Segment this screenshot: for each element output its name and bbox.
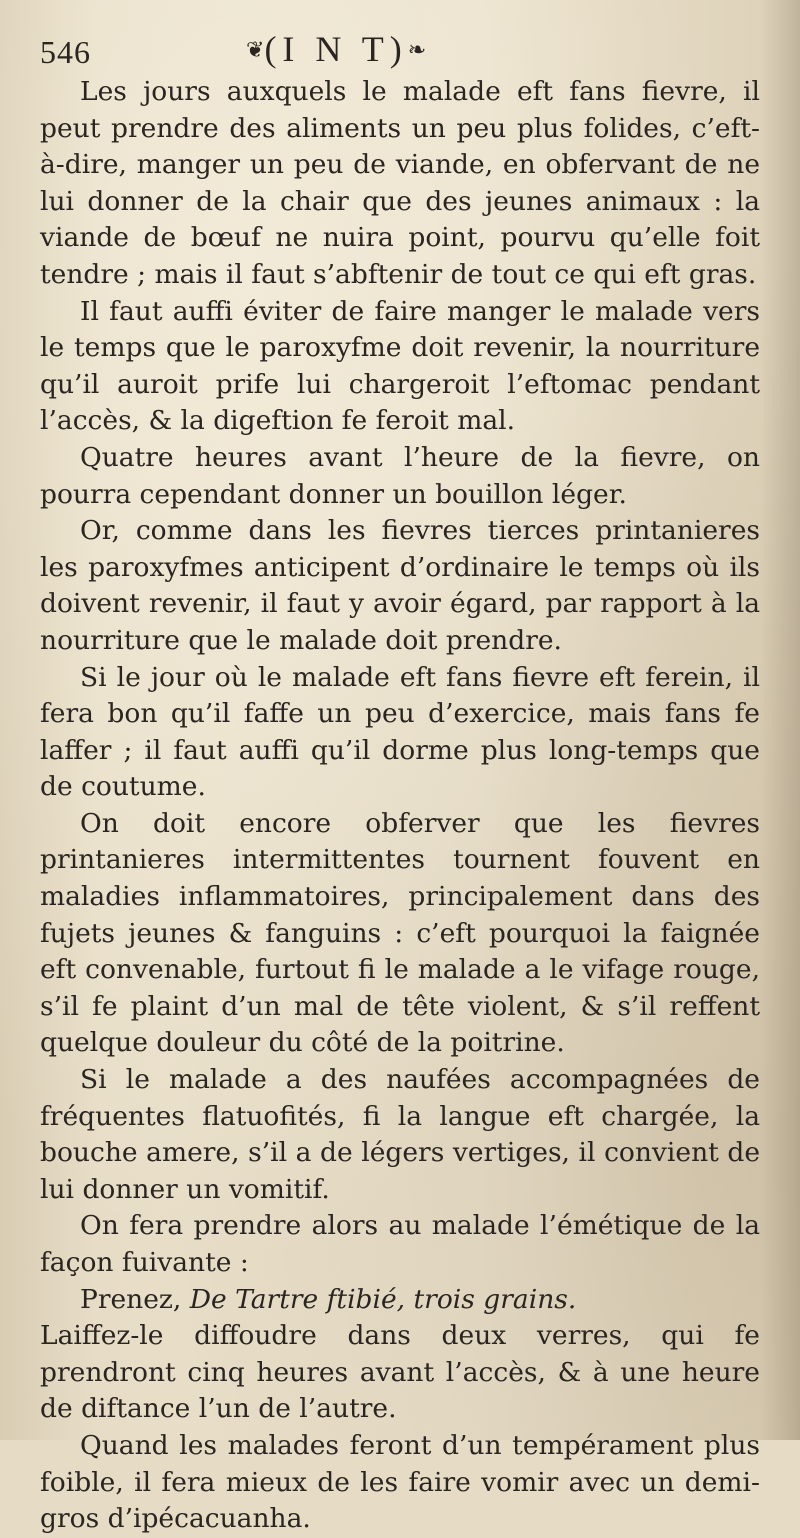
paragraph: Si le jour où le malade eft fans fievre eft ferein, il fera bon qu’il faffe un peu d’exercice, mais fans fe laffer ; il faut auffi qu’il dorme plus long-temps que de coutume.: [40, 661, 760, 803]
recipe-line: [40, 1282, 760, 1319]
paragraph: Quatre heures avant l’heure de la fievre, on pourra cependant donner un bouillon léger.: [40, 441, 760, 510]
paragraph: Or, comme dans les fievres tierces printanieres les paroxyfmes anticipent d’ordinaire le temps où ils doivent revenir, il faut y avoir égard, par rapport à la nourriture que le malade doit prendre.: [40, 515, 760, 656]
running-head: [246, 28, 426, 70]
recipe-ingredient: De Tartre ftibié, trois grains.: [189, 1283, 577, 1315]
body-text: [40, 74, 760, 1538]
page-edge-shadow: [760, 0, 800, 1440]
paragraph: On fera prendre alors au malade l’émétique de la façon fuivante :: [40, 1210, 760, 1278]
page-header: [40, 28, 760, 72]
paragraph: Quand les malades feront d’un tempérament plus foible, il fera mieux de les faire vomir avec un demi-gros d’ipécacuanha.: [40, 1429, 760, 1535]
paragraph: On doit encore obferver que les fievres printanieres intermittentes tournent fouvent en maladies inflammatoires, principalement dans des fujets jeunes & fanguins : c’eft pourquoi la faignée eft convenable, furtout fi le malade a le vifage rouge, s’il fe plaint d’un mal de tête violent, & s’il reffent quelque douleur du côté de la poitrine.: [40, 807, 760, 1059]
ornament-left-icon: ❦: [246, 37, 265, 62]
paragraph: Laiffez-le diffoudre dans deux verres, qui fe prendront cinq heures avant l’accès, & à une heure de diftance l’un de l’autre.: [40, 1320, 760, 1425]
running-title: (I N T): [264, 29, 408, 69]
paragraph: Il faut auffi éviter de faire manger le malade vers le temps que le paroxyfme doit revenir, la nourriture qu’il auroit prife lui chargeroit l’eftomac pendant l’accès, & la digeftion fe feroit mal.: [40, 295, 760, 437]
page-number: 546: [40, 34, 91, 70]
ornament-right-icon: ❧: [407, 37, 427, 62]
recipe-prenez: Prenez,: [80, 1283, 182, 1315]
paragraph: Si le malade a des naufées accompagnées de fréquentes flatuofités, fi la langue eft chargée, la bouche amere, s’il a de légers vertiges, il convient de lui donner un vomitif.: [40, 1064, 760, 1205]
paragraph: Les jours auxquels le malade eft fans fievre, il peut prendre des aliments un peu plus folides, c’eft-à-dire, manger un peu de viande, en obfervant de ne lui donner de la chair que des jeunes animaux : la viande de bœuf ne nuira point, pourvu qu’elle foit tendre ; mais il faut s’abftenir de tout ce qui eft gras.: [40, 76, 760, 290]
